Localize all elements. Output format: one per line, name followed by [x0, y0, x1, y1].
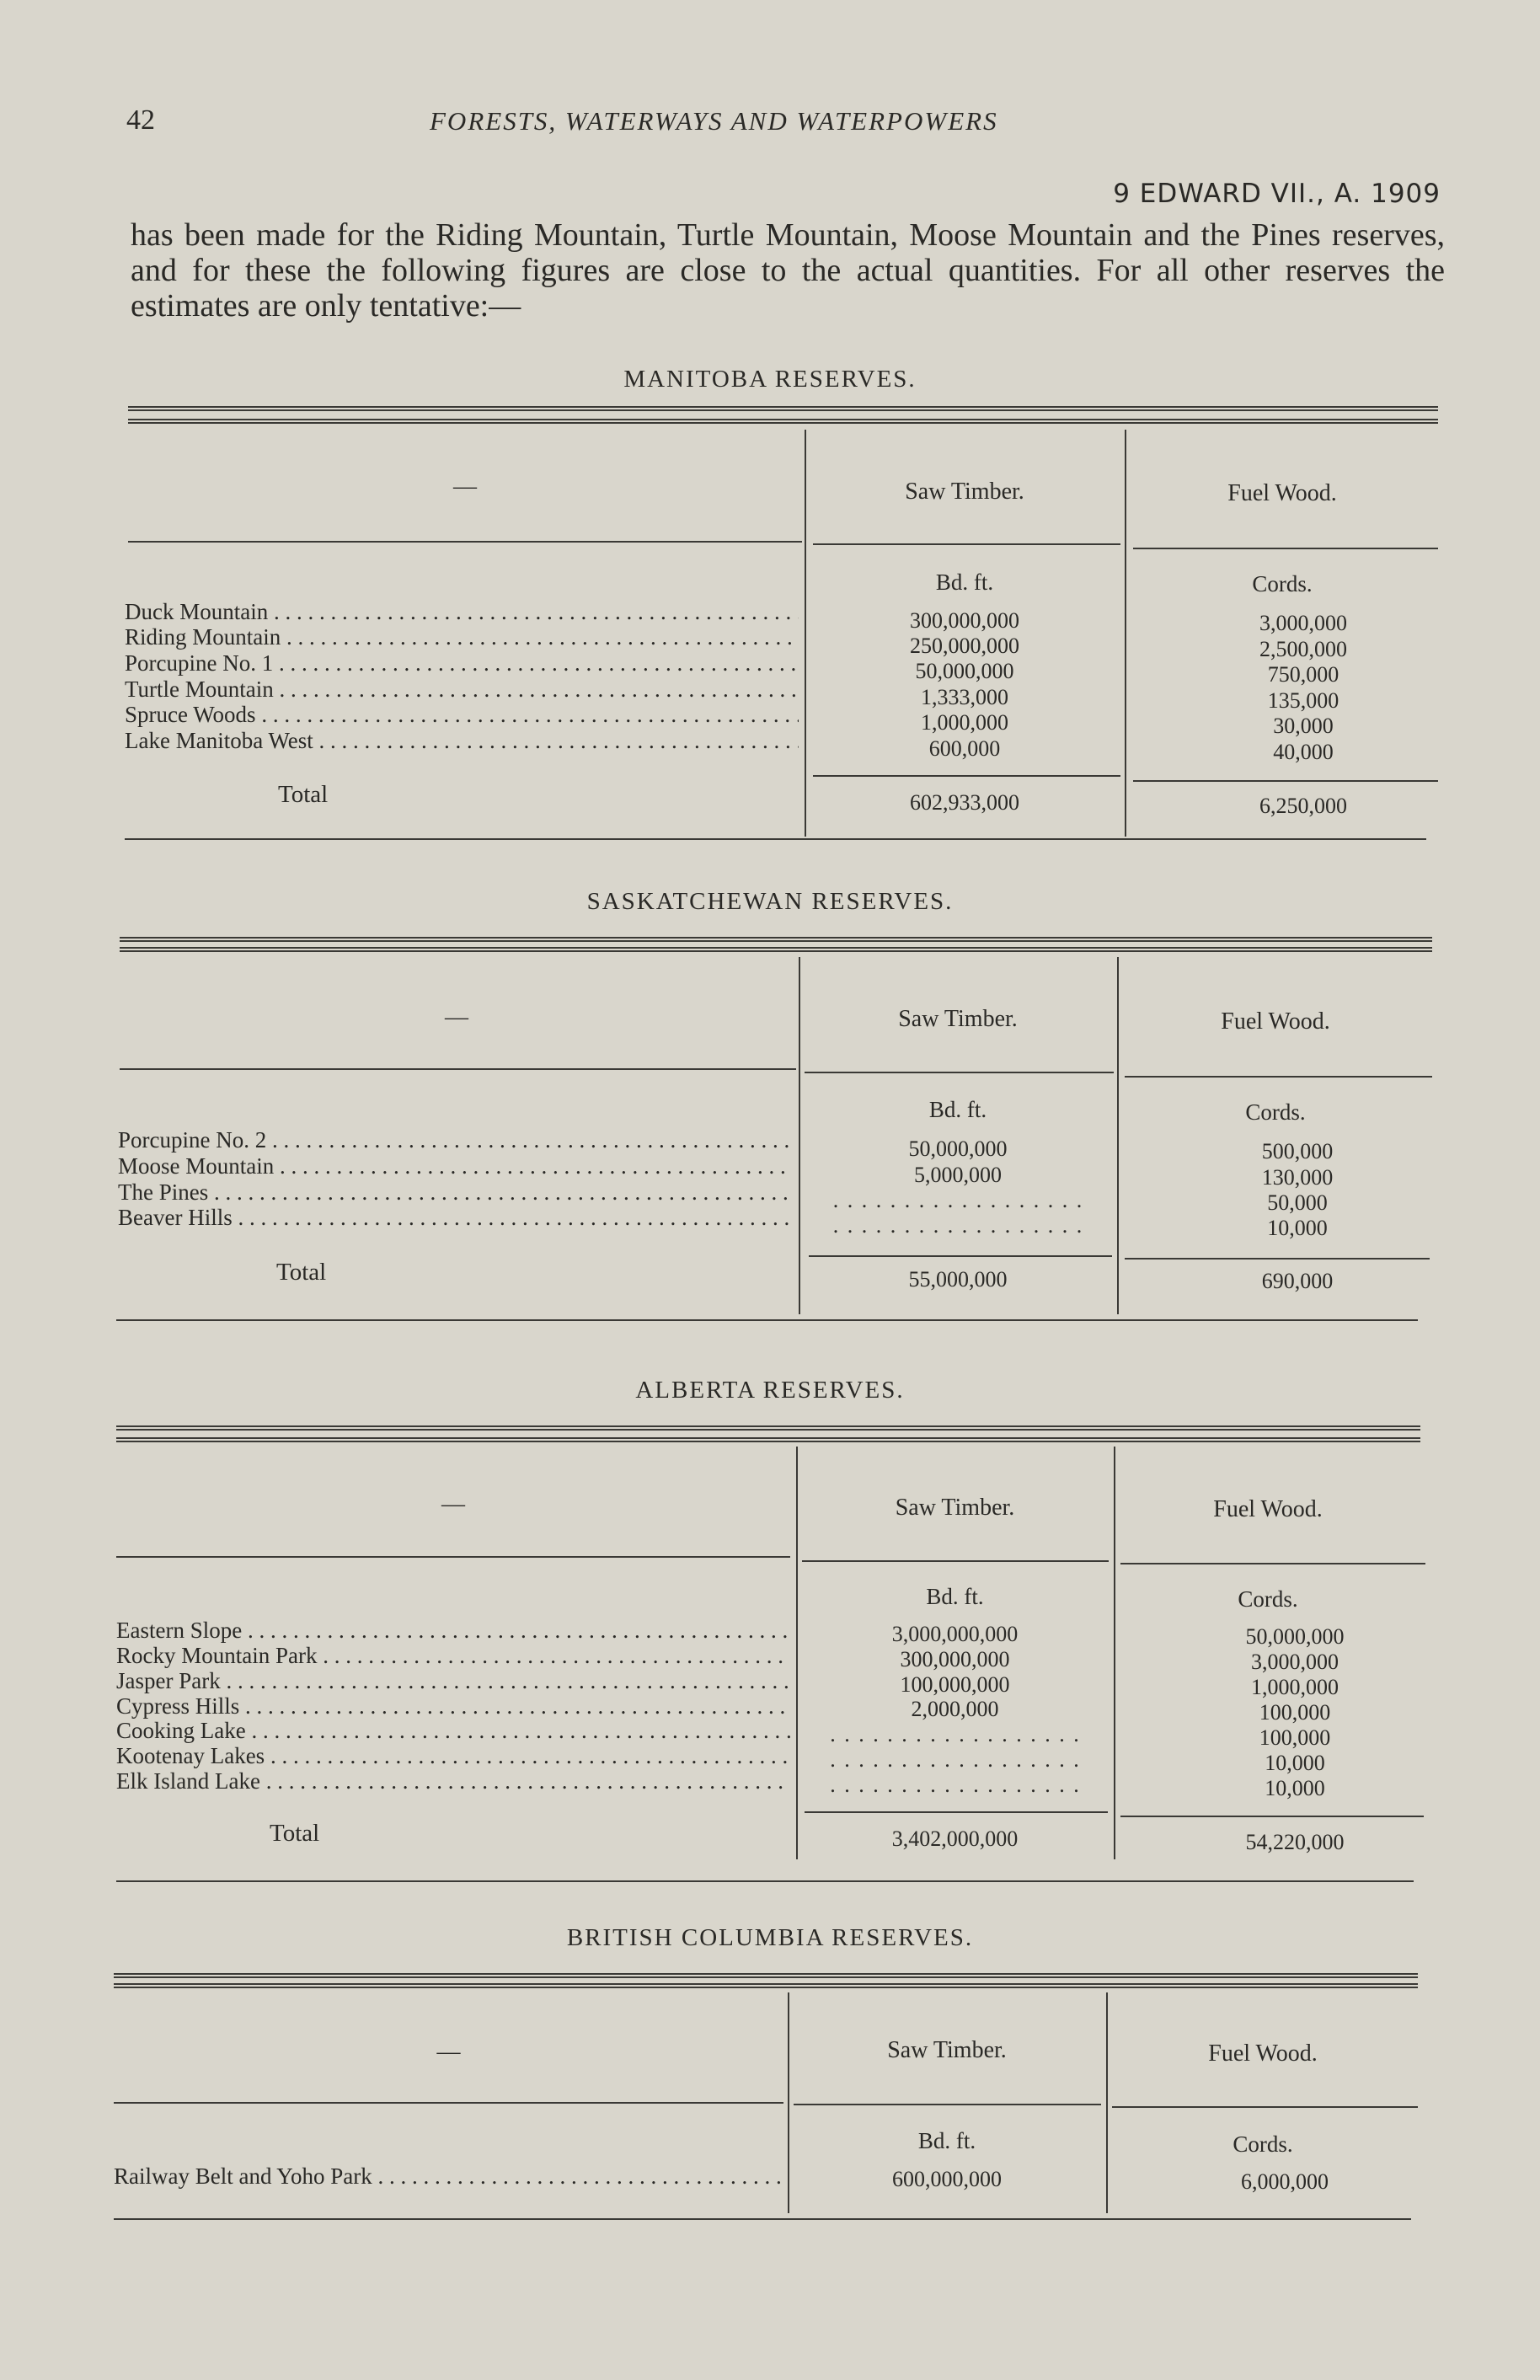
saw-timber-value: 250,000,000	[910, 634, 1019, 658]
table-row	[118, 1127, 792, 1153]
reserve-name: The Pines . . .	[118, 1179, 792, 1205]
blank-column-header: —	[436, 2039, 461, 2065]
reserve-name: Beaver Hills . . .	[118, 1205, 792, 1230]
header-rule	[1112, 2106, 1418, 2108]
fuel-wood-unit: Cords.	[1245, 1099, 1306, 1125]
reserve-name: Riding Mountain . . .	[125, 624, 799, 650]
header-rule	[802, 1560, 1109, 1562]
fuel-wood-value: 135,000	[1267, 688, 1339, 713]
header-rule	[120, 1068, 796, 1070]
fuel-wood-value: 50,000	[1267, 1190, 1328, 1215]
fuel-wood-value: 50,000,000	[1245, 1624, 1345, 1649]
header-rule	[1125, 1076, 1432, 1078]
saw-timber-value: 300,000,000	[910, 608, 1019, 633]
fuel-wood-value: 500,000	[1261, 1139, 1334, 1163]
table-row	[125, 702, 799, 727]
table-row	[118, 1179, 792, 1205]
blank-column-header: —	[453, 473, 477, 500]
total-fuel-wood: 690,000	[1261, 1269, 1334, 1293]
saw-timber-value: . . . . . . . . . . . . . . . . . .	[830, 1722, 1081, 1746]
saw-timber-header: Saw Timber.	[887, 2037, 1007, 2063]
table-row	[116, 1693, 790, 1719]
header-rule	[128, 541, 802, 543]
saw-timber-unit: Bd. ft.	[917, 2128, 976, 2153]
total-fuel-wood: 54,220,000	[1245, 1830, 1345, 1854]
table-bottom-rule	[125, 838, 1426, 840]
fuel-wood-value: 100,000	[1259, 1700, 1331, 1725]
saw-timber-value: 100,000,000	[900, 1672, 1010, 1697]
table-row	[116, 1668, 790, 1693]
fuel-wood-value: 1,000,000	[1251, 1675, 1339, 1699]
reserve-name: Kootenay Lakes . . .	[116, 1743, 790, 1768]
fuel-wood-value: 100,000	[1259, 1725, 1331, 1750]
header-rule	[114, 2102, 783, 2104]
table-row	[116, 1768, 790, 1794]
total-rule	[1133, 780, 1438, 782]
saw-timber-unit: Bd. ft.	[935, 570, 994, 595]
header-rule	[794, 2104, 1101, 2105]
header-rule	[1120, 1563, 1425, 1564]
reserve-name: Turtle Mountain . . .	[125, 677, 799, 702]
fuel-wood-unit: Cords.	[1233, 2131, 1293, 2157]
total-label: Total	[270, 1820, 320, 1847]
total-rule	[809, 1255, 1112, 1257]
table-row	[118, 1153, 792, 1179]
table-title: MANITOBA RESERVES.	[623, 366, 917, 393]
blank-column-header: —	[441, 1491, 465, 1517]
reserve-name: Cypress Hills . . .	[116, 1693, 790, 1719]
reserve-name: Porcupine No. 1 . . .	[125, 650, 799, 676]
fuel-wood-unit: Cords.	[1252, 571, 1313, 596]
fuel-wood-value: 30,000	[1273, 714, 1334, 738]
saw-timber-value: . . . . . . . . . . . . . . . . . .	[830, 1773, 1081, 1797]
table-top-rule	[128, 419, 1438, 424]
total-rule	[1120, 1816, 1424, 1817]
header-rule	[1133, 548, 1438, 549]
total-saw-timber: 55,000,000	[908, 1267, 1008, 1292]
saw-timber-unit: Bd. ft.	[928, 1097, 987, 1122]
saw-timber-value: 5,000,000	[914, 1163, 1002, 1187]
table-top-rule	[116, 1425, 1420, 1431]
fuel-wood-header: Fuel Wood.	[1227, 480, 1337, 506]
reserve-name: Spruce Woods . . .	[125, 702, 799, 727]
table-row	[125, 599, 799, 624]
saw-timber-value: 600,000,000	[892, 2167, 1002, 2191]
total-rule	[1125, 1258, 1430, 1260]
table-row	[125, 677, 799, 702]
fuel-wood-value: 750,000	[1267, 662, 1339, 687]
fuel-wood-value: 3,000,000	[1251, 1650, 1339, 1674]
header-rule	[116, 1556, 790, 1558]
reserve-name: Cooking Lake . . .	[116, 1718, 790, 1743]
fuel-wood-value: 3,000,000	[1259, 611, 1347, 635]
fuel-wood-value: 40,000	[1273, 740, 1334, 764]
column-rule	[1106, 1992, 1108, 2213]
fuel-wood-value: 10,000	[1265, 1776, 1325, 1800]
saw-timber-value: 300,000,000	[900, 1647, 1010, 1671]
saw-timber-value: 2,000,000	[911, 1697, 999, 1721]
total-label: Total	[276, 1259, 327, 1286]
fuel-wood-value: 10,000	[1265, 1751, 1325, 1775]
saw-timber-value: 600,000	[928, 736, 1001, 761]
table-bottom-rule	[116, 1880, 1414, 1882]
total-fuel-wood: 6,250,000	[1259, 794, 1347, 818]
table-top-rule	[120, 947, 1432, 952]
saw-timber-header: Saw Timber.	[898, 1006, 1018, 1032]
reserve-name: Rocky Mountain Park . . .	[116, 1643, 790, 1668]
reserve-name: Porcupine No. 2 . . .	[118, 1127, 792, 1153]
fuel-wood-header: Fuel Wood.	[1208, 2040, 1318, 2067]
reserve-name: Eastern Slope . . .	[116, 1618, 790, 1643]
reserve-name: Moose Mountain . . .	[118, 1153, 792, 1179]
total-saw-timber: 602,933,000	[910, 790, 1019, 815]
saw-timber-value: . . . . . . . . . . . . . . . . . .	[832, 1188, 1084, 1212]
table-row	[116, 1618, 790, 1643]
table-row	[125, 624, 799, 650]
saw-timber-value: . . . . . . . . . . . . . . . . . .	[830, 1747, 1081, 1772]
reserve-name: Jasper Park . . .	[116, 1668, 790, 1693]
fuel-wood-value: 2,500,000	[1259, 637, 1347, 661]
table-title: ALBERTA RESERVES.	[635, 1377, 905, 1404]
saw-timber-value: . . . . . . . . . . . . . . . . . .	[832, 1213, 1084, 1238]
session-label: 9 EDWARD VII., A. 1909	[1113, 179, 1441, 209]
intro-paragraph: has been made for the Riding Mountain, Turtle Mountain, Moose Mountain and the Pines reserves, and for these the following figures are close to the actual quantities. For all other reserves the estimates are only tentative:—	[131, 217, 1445, 324]
saw-timber-value: 50,000,000	[915, 659, 1014, 683]
table-row	[116, 1743, 790, 1768]
fuel-wood-value: 6,000,000	[1241, 2169, 1329, 2194]
table-row	[116, 1718, 790, 1743]
table-bottom-rule	[114, 2218, 1411, 2220]
reserve-name: Elk Island Lake . . .	[116, 1768, 790, 1794]
table-top-rule	[120, 937, 1432, 942]
table-title: BRITISH COLUMBIA RESERVES.	[566, 1924, 974, 1951]
total-rule	[805, 1811, 1108, 1813]
saw-timber-unit: Bd. ft.	[926, 1584, 984, 1609]
saw-timber-header: Saw Timber.	[895, 1495, 1015, 1521]
running-title: FORESTS, WATERWAYS AND WATERPOWERS	[430, 106, 998, 136]
blank-column-header: —	[445, 1004, 468, 1030]
table-row	[114, 2163, 783, 2189]
fuel-wood-value: 130,000	[1261, 1165, 1334, 1190]
total-rule	[813, 775, 1120, 777]
total-label: Total	[278, 781, 329, 808]
table-top-rule	[128, 406, 1438, 411]
table-row	[118, 1205, 792, 1230]
total-saw-timber: 3,402,000,000	[891, 1826, 1019, 1851]
saw-timber-value: 1,333,000	[921, 685, 1008, 709]
saw-timber-value: 3,000,000,000	[891, 1622, 1019, 1646]
table-title: SASKATCHEWAN RESERVES.	[586, 888, 954, 915]
saw-timber-header: Saw Timber.	[905, 479, 1024, 505]
reserve-name: Lake Manitoba West . . .	[125, 728, 799, 753]
table-top-rule	[116, 1437, 1420, 1442]
reserve-name: Railway Belt and Yoho Park . . .	[114, 2163, 783, 2189]
fuel-wood-unit: Cords.	[1238, 1586, 1298, 1612]
fuel-wood-value: 10,000	[1267, 1216, 1328, 1240]
table-top-rule	[114, 1973, 1418, 1978]
table-row	[125, 650, 799, 676]
table-top-rule	[114, 1983, 1418, 1988]
table-row	[116, 1643, 790, 1668]
table-bottom-rule	[116, 1319, 1418, 1321]
reserve-name: Duck Mountain . . .	[125, 599, 799, 624]
fuel-wood-header: Fuel Wood.	[1213, 1496, 1323, 1522]
header-rule	[805, 1072, 1114, 1073]
saw-timber-value: 1,000,000	[921, 710, 1008, 735]
fuel-wood-header: Fuel Wood.	[1221, 1008, 1330, 1035]
table-row	[125, 728, 799, 753]
header-rule	[813, 543, 1120, 545]
page-number: 42	[126, 104, 155, 136]
saw-timber-value: 50,000,000	[908, 1137, 1008, 1161]
